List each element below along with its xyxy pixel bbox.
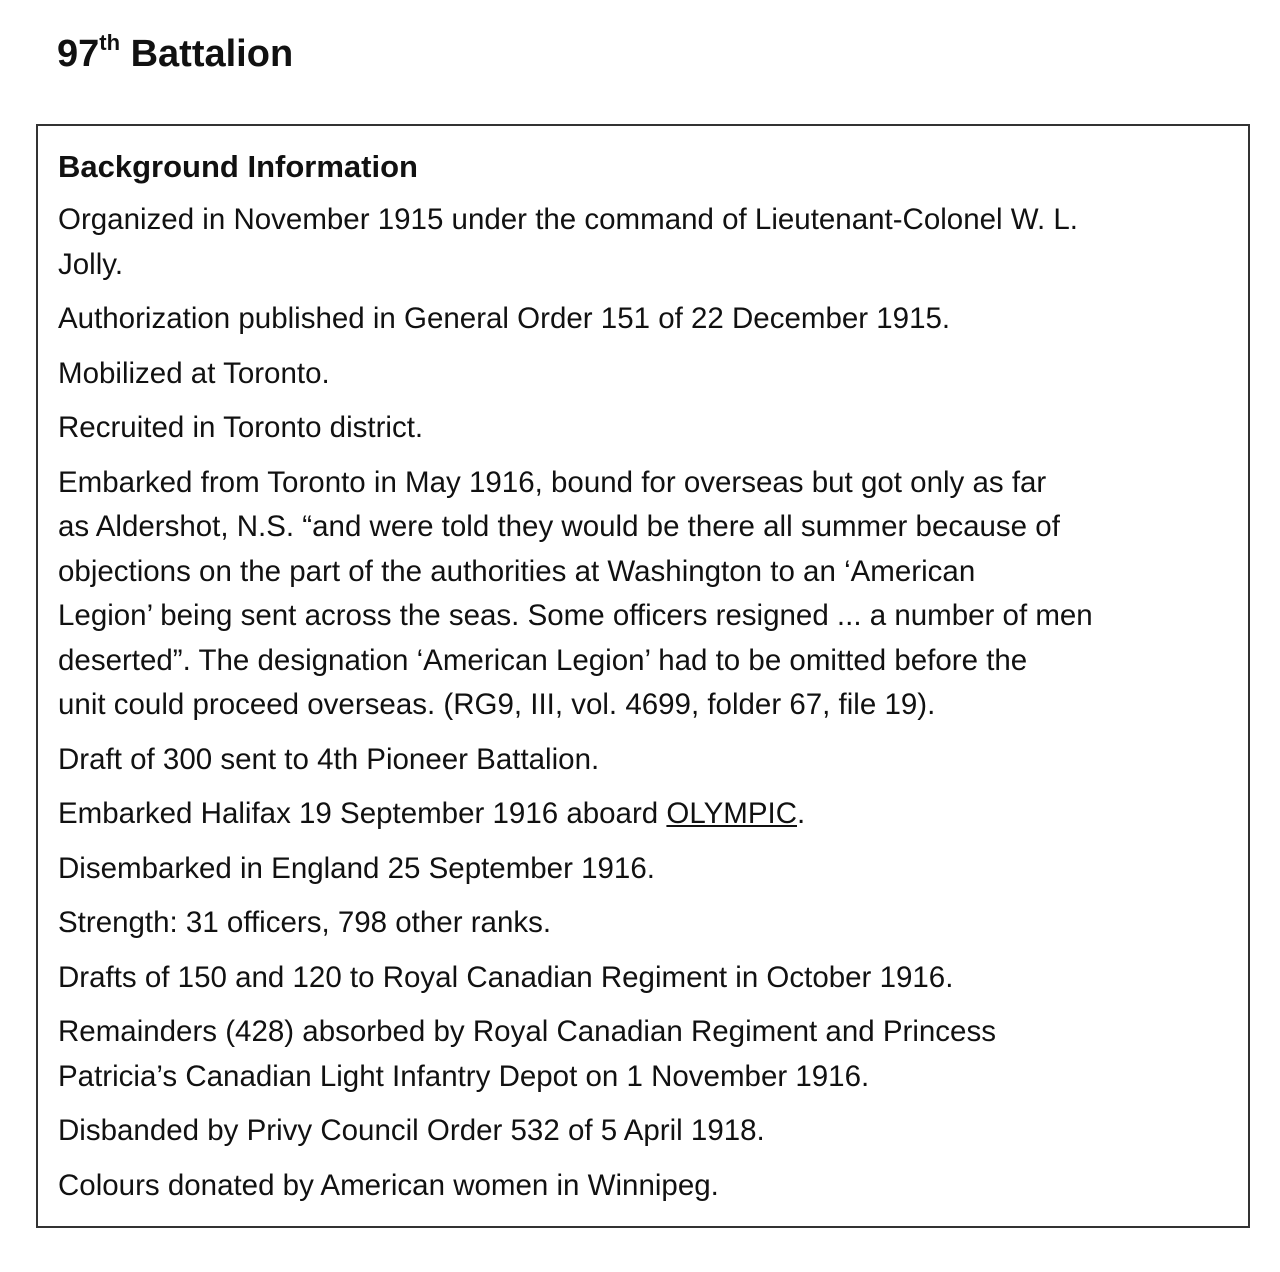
paragraph-mobilized: [58, 352, 1228, 397]
text-line: Embarked from Toronto in May 1916, bound for overseas but got only as far: [58, 465, 1047, 499]
paragraph-remainders: [58, 1010, 1228, 1099]
text-line: Mobilized at Toronto.: [58, 356, 330, 390]
paragraph-organized: [58, 198, 1228, 287]
text-line: Draft of 300 sent to 4th Pioneer Battalion.: [58, 742, 600, 776]
paragraph-recruited: [58, 406, 1228, 451]
page-title: [57, 28, 293, 80]
title-ordinal-suffix: th: [99, 30, 121, 56]
title-text: Battalion: [120, 33, 294, 75]
text-line: Drafts of 150 and 120 to Royal Canadian Regiment in October 1916.: [58, 960, 954, 994]
text-line: Disbanded by Privy Council Order 532 of 5 April 1918.: [58, 1114, 765, 1147]
background-information-box: [36, 124, 1250, 1228]
text-line: Recruited in Toronto district.: [58, 411, 424, 444]
text-line: Authorization published in General Order 151 of 22 December 1915.: [58, 302, 951, 335]
text-line: as Aldershot, N.S. “and were told they would be there all summer because of: [58, 510, 1060, 543]
text-line: Organized in November 1915 under the command of Lieutenant-Colonel W. L.: [58, 203, 1078, 236]
paragraph-embarked-halifax: [58, 792, 1228, 837]
paragraph-drafts: [58, 956, 1228, 1001]
text-line: Colours donated by American women in Winnipeg.: [58, 1168, 719, 1202]
paragraph-authorization: [58, 297, 1228, 342]
paragraph-colours: [58, 1164, 1228, 1209]
ship-name: OLYMPIC: [666, 797, 797, 830]
text-line: Disembarked in England 25 September 1916.: [58, 851, 655, 885]
paragraph-disembarked: [58, 847, 1228, 892]
text-line: objections on the part of the authorities at Washington to an ‘American: [58, 554, 976, 588]
section-heading: Background Information: [58, 149, 418, 184]
paragraph-disbanded: [58, 1109, 1228, 1154]
text-line: Legion’ being sent across the seas. Some officers resigned ... a number of men: [58, 599, 1093, 632]
paragraph-draft: [58, 738, 1228, 783]
paragraph-strength: [58, 901, 1228, 946]
text-segment: Embarked Halifax 19 September 1916 aboard: [58, 797, 667, 830]
text-line: Jolly.: [58, 247, 124, 281]
title-number: 97: [57, 33, 100, 75]
text-line: deserted”. The designation ‘American Legion’ had to be omitted before the: [58, 643, 1028, 677]
text-line: Strength: 31 officers, 798 other ranks.: [58, 906, 552, 939]
text-line: Remainders (428) absorbed by Royal Canadian Regiment and Princess: [58, 1015, 996, 1048]
text-line: Patricia’s Canadian Light Infantry Depot on 1 November 1916.: [58, 1059, 870, 1093]
text-line: unit could proceed overseas. (RG9, III, vol. 4699, folder 67, file 19).: [58, 688, 936, 721]
paragraph-embarked-toronto: [58, 461, 1228, 728]
text-segment: .: [797, 797, 806, 830]
